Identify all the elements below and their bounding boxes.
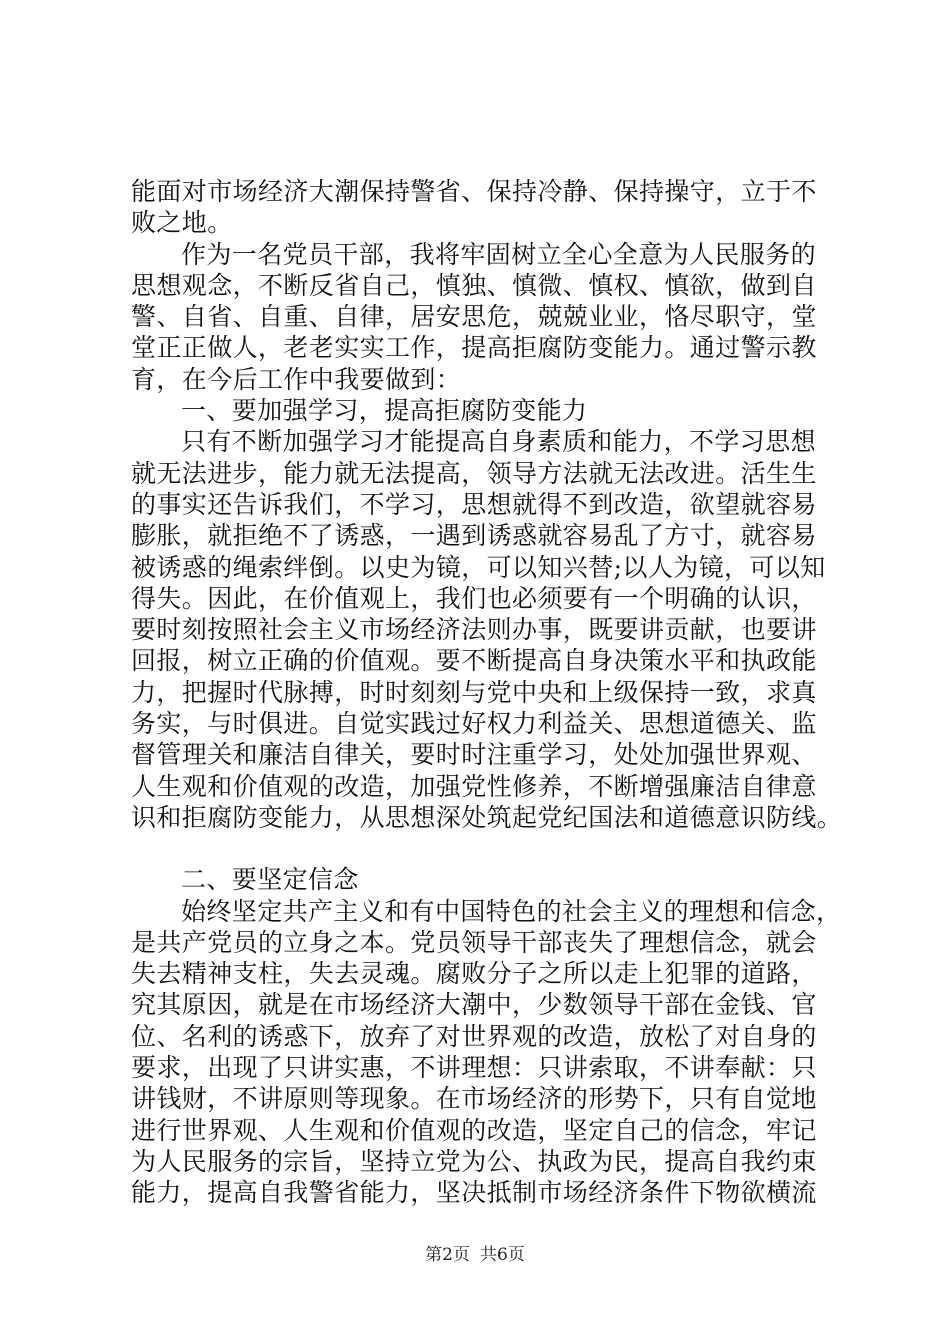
text-line: 进行世界观、人生观和价值观的改造，坚定自己的信念，牢记	[131, 1115, 817, 1145]
text-line: 究其原因，就是在市场经济大潮中，少数领导干部在金钱、官	[131, 990, 817, 1020]
text-line: 要时刻按照社会主义市场经济法则办事，既要讲贡献，也要讲	[131, 615, 817, 645]
text-line: 位、名利的诱惑下，放弃了对世界观的改造，放松了对自身的	[131, 1021, 817, 1051]
text-line: 育，在今后工作中我要做到：	[131, 364, 462, 394]
text-line: 能面对市场经济大潮保持警省、保持冷静、保持操守，立于不	[131, 177, 817, 206]
text-line: 得失。因此，在价值观上，我们也必须要有一个明确的认识，	[131, 583, 817, 613]
text-line: 败之地。	[131, 208, 233, 238]
text-line: 堂正正做人，老老实实工作，提高拒腐防变能力。通过警示教	[131, 333, 817, 363]
text-line: 讲钱财，不讲原则等现象。在市场经济的形势下，只有自觉地	[131, 1084, 817, 1114]
text-line: 思想观念，不断反省自己，慎独、慎微、慎权、慎欲，做到自	[131, 270, 817, 300]
page-total: 共6页	[480, 1245, 525, 1265]
section-heading-1: 一、要加强学习，提高拒腐防变能力	[181, 396, 588, 426]
paragraph-gap	[131, 833, 851, 864]
text-line: 就无法进步，能力就无法提高，领导方法就无法改进。活生生	[131, 458, 817, 488]
text-line: 的事实还告诉我们，不学习，思想就得不到改造，欲望就容易	[131, 489, 817, 519]
text-line: 人生观和价值观的改造，加强党性修养，不断增强廉洁自律意	[131, 771, 817, 801]
text-line: 膨胀，就拒绝不了诱惑，一遇到诱惑就容易乱了方寸，就容易	[131, 521, 817, 551]
paragraph-start: 只有不断加强学习才能提高自身素质和能力，不学习思想	[181, 427, 817, 457]
page-footer	[0, 1244, 950, 1266]
text-line: 要求，出现了只讲实惠，不讲理想：只讲索取，不讲奉献：只	[131, 1053, 817, 1083]
text-line: 务实，与时俱进。自觉实践过好权力利益关、思想道德关、监	[131, 709, 817, 739]
text-line: 被诱惑的绳索绊倒。以史为镜，可以知兴替;以人为镜，可以知	[131, 552, 826, 582]
paragraph-start: 始终坚定共产主义和有中国特色的社会主义的理想和信念，	[181, 896, 842, 926]
text-line: 是共产党员的立身之本。党员领导干部丧失了理想信念，就会	[131, 927, 817, 957]
text-line: 失去精神支柱，失去灵魂。腐败分子之所以走上犯罪的道路，	[131, 959, 817, 989]
paragraph-start: 作为一名党员干部，我将牢固树立全心全意为人民服务的	[181, 239, 817, 269]
text-line: 警、自省、自重、自律，居安思危，兢兢业业，恪尽职守，堂	[131, 302, 817, 332]
section-heading-2: 二、要坚定信念	[181, 865, 359, 895]
text-line: 督管理关和廉洁自律关，要时时注重学习，处处加强世界观、	[131, 740, 817, 770]
text-line: 能力，提高自我警省能力，坚决抵制市场经济条件下物欲横流	[131, 1178, 817, 1208]
page-number: 第2页	[425, 1245, 470, 1265]
text-line: 力，把握时代脉搏，时时刻刻与党中央和上级保持一致，求真	[131, 677, 817, 707]
text-line: 识和拒腐防变能力，从思想深处筑起党纪国法和道德意识防线。	[131, 802, 843, 832]
text-line: 回报，树立正确的价值观。要不断提高自身决策水平和执政能	[131, 646, 817, 676]
body-text	[131, 176, 851, 1209]
text-line: 为人民服务的宗旨，坚持立党为公、执政为民，提高自我约束	[131, 1146, 817, 1176]
